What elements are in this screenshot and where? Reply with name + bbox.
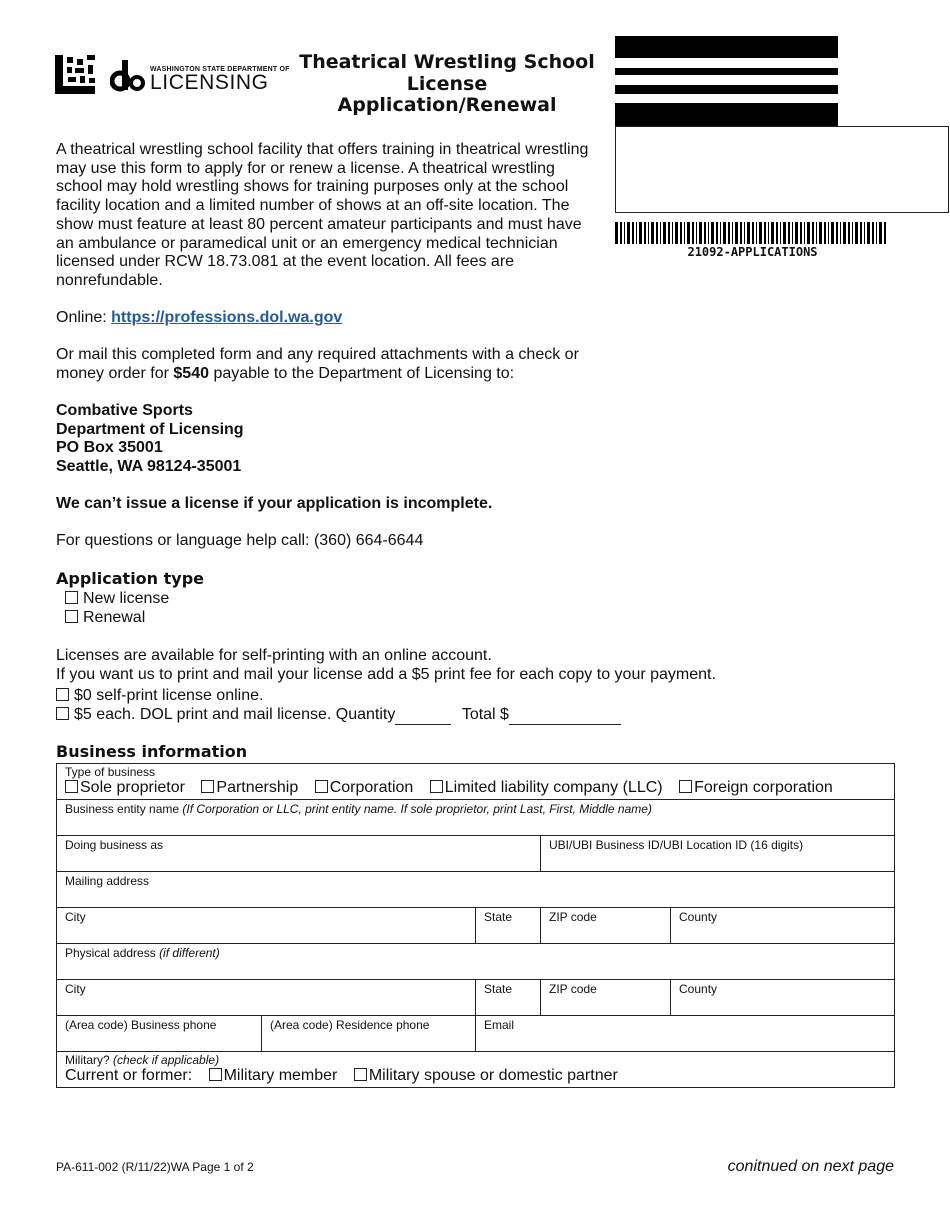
dba-label: Doing business as <box>65 838 164 852</box>
agency-small-text: WASHINGTON STATE DEPARTMENT OF <box>150 66 290 73</box>
mailing-state-field[interactable] <box>476 908 541 944</box>
barcode-bar <box>771 222 774 244</box>
title-line-1: Theatrical Wrestling School <box>299 51 595 73</box>
military-member-checkbox[interactable] <box>209 1068 222 1081</box>
ubi-field[interactable] <box>541 836 895 872</box>
dol-logo-icon <box>110 60 146 92</box>
type-llc[interactable] <box>430 779 663 796</box>
military-label: Military? <box>65 1053 110 1067</box>
barcode-bar <box>728 222 730 244</box>
business-info-heading: Business information <box>56 742 248 761</box>
zip-label: ZIP code <box>549 910 597 924</box>
military-spouse-option[interactable] <box>354 1067 618 1084</box>
military-note: (check if applicable) <box>113 1053 220 1067</box>
option-renewal[interactable] <box>65 609 145 628</box>
business-phone-label: (Area code) Business phone <box>65 1018 217 1032</box>
barcode-bar <box>680 222 682 244</box>
barcode-bar <box>660 222 661 244</box>
office-use-bar <box>615 36 838 58</box>
office-use-bar <box>615 68 838 75</box>
physical-address-note: (if different) <box>159 946 220 960</box>
barcode-bar <box>656 222 658 244</box>
business-info-table <box>56 763 895 1088</box>
barcode-bar <box>627 222 630 244</box>
state-label: State <box>484 982 513 996</box>
foreign-corporation-checkbox[interactable] <box>679 780 692 793</box>
business-entity-name-field[interactable] <box>57 800 895 836</box>
barcode-bar <box>624 222 625 244</box>
renewal-checkbox[interactable] <box>65 610 78 623</box>
entity-name-note: (If Corporation or LLC, print entity name. If sole proprietor, print Last, First, Middle name) <box>182 802 652 816</box>
barcode-bar <box>692 222 694 244</box>
help-text: For questions or language help call: (360) 664-6644 <box>56 532 424 549</box>
address-line: PO Box 35001 <box>56 439 163 457</box>
barcode-bar <box>819 222 822 244</box>
qr-code-icon <box>55 55 95 94</box>
sole-proprietor-label: Sole proprietor <box>80 779 185 796</box>
online-link[interactable]: https://professions.dol.wa.gov <box>111 309 343 326</box>
county-label: County <box>679 910 718 924</box>
barcode-bar <box>687 222 690 244</box>
mail-text-2: payable to the Department of Licensing to: <box>213 364 515 382</box>
partnership-label: Partnership <box>216 779 299 796</box>
barcode-bar <box>768 222 769 244</box>
self-print-label: $0 self-print license online. <box>74 687 264 704</box>
barcode-bar <box>879 222 882 244</box>
email-label: Email <box>484 1018 515 1032</box>
barcode-bar <box>699 222 702 244</box>
barcode-bar <box>672 222 673 244</box>
barcode-bar <box>860 222 862 244</box>
county-label: County <box>679 982 718 996</box>
mailing-county-field[interactable] <box>671 908 895 944</box>
state-label: State <box>484 910 513 924</box>
incomplete-notice: We can’t issue a license if your application is incomplete. <box>56 495 493 512</box>
barcode-bar <box>639 222 642 244</box>
type-corporation[interactable] <box>315 779 414 796</box>
barcode-bar <box>675 222 678 244</box>
mailing-address-label: Mailing address <box>65 874 150 888</box>
barcode-bar <box>620 222 622 244</box>
type-foreign-corporation[interactable] <box>679 779 833 796</box>
military-prefix: Current or former: <box>65 1067 193 1084</box>
barcode-bar <box>800 222 802 244</box>
form-title <box>292 52 602 117</box>
renewal-label: Renewal <box>83 609 146 626</box>
barcode-bar <box>720 222 721 244</box>
barcode-bar <box>828 222 829 244</box>
mailing-city-field[interactable] <box>57 908 476 944</box>
barcode-bar <box>651 222 654 244</box>
address-line: Combative Sports <box>56 402 193 419</box>
dol-print-checkbox[interactable] <box>56 707 69 720</box>
ubi-label: UBI/UBI Business ID/UBI Location ID (16 digits) <box>549 838 804 852</box>
total-field[interactable] <box>509 709 621 725</box>
barcode-text: 21092-APPLICATIONS <box>687 245 818 259</box>
foreign-corporation-label: Foreign corporation <box>694 779 833 796</box>
print-info-line-2: If you want us to print and mail your license add a $5 print fee for each copy to your payment. <box>56 666 716 683</box>
barcode-bar <box>852 222 853 244</box>
new-license-label: New license <box>83 590 170 607</box>
title-line-3: Application/Renewal <box>337 94 557 116</box>
physical-address-label: Physical address <box>65 946 156 960</box>
barcode-bar <box>632 222 634 244</box>
mailing-zip-field[interactable] <box>541 908 671 944</box>
barcode-bar <box>696 222 697 244</box>
military-options <box>65 1067 886 1085</box>
continued-note: conitnued on next page <box>727 1158 894 1175</box>
barcode-bar <box>723 222 726 244</box>
physical-county-field[interactable] <box>671 980 895 1016</box>
corporation-label: Corporation <box>329 779 414 796</box>
military-spouse-checkbox[interactable] <box>354 1068 367 1081</box>
barcode-bar <box>648 222 649 244</box>
barcode-bar <box>783 222 786 244</box>
military-spouse-label: Military spouse or domestic partner <box>368 1067 618 1084</box>
barcode-bar <box>804 222 805 244</box>
residence-phone-field[interactable] <box>262 1016 476 1052</box>
barcode-bar <box>816 222 817 244</box>
mailing-address-field[interactable] <box>57 872 895 908</box>
option-dol-print[interactable] <box>56 706 621 725</box>
business-phone-field[interactable] <box>57 1016 262 1052</box>
fee-amount: $540 <box>173 364 209 382</box>
barcode-bar <box>867 222 870 244</box>
total-label: Total $ <box>461 706 509 723</box>
barcode-bar <box>812 222 814 244</box>
barcode-bar <box>747 222 750 244</box>
type-of-business-cell <box>57 764 895 800</box>
residence-phone-label: (Area code) Residence phone <box>270 1018 430 1032</box>
barcode-bar <box>744 222 745 244</box>
barcode-bar <box>732 222 733 244</box>
city-label: City <box>65 910 86 924</box>
mailing-address-block <box>56 402 244 477</box>
barcode-bar <box>876 222 877 244</box>
mail-text-1: Or mail this completed form and any required attachments with a check or money order for <box>56 346 579 382</box>
barcode-bar <box>711 222 714 244</box>
dol-print-label: $5 each. DOL print and mail license. Quantity <box>74 706 396 723</box>
physical-address-field[interactable] <box>57 944 895 980</box>
barcode-bar <box>780 222 781 244</box>
llc-checkbox[interactable] <box>430 780 443 793</box>
option-self-print[interactable] <box>56 687 263 706</box>
barcode-bar <box>759 222 762 244</box>
application-type-heading: Application type <box>56 569 205 588</box>
barcode-bar <box>872 222 874 244</box>
barcode-bar <box>740 222 742 244</box>
title-line-2: License <box>406 72 488 95</box>
mail-instructions <box>56 346 601 383</box>
zip-label: ZIP code <box>549 982 597 996</box>
self-print-checkbox[interactable] <box>56 688 69 701</box>
physical-zip-field[interactable] <box>541 980 671 1016</box>
physical-city-field[interactable] <box>57 980 476 1016</box>
new-license-checkbox[interactable] <box>65 591 78 604</box>
barcode-bar <box>864 222 865 244</box>
barcode-bar <box>824 222 826 244</box>
option-new-license[interactable] <box>65 590 169 609</box>
address-line: Seattle, WA 98124-35001 <box>56 458 242 476</box>
barcode-bar <box>708 222 709 244</box>
barcode-bar <box>764 222 766 244</box>
online-line <box>56 309 342 328</box>
print-info-line-1: Licenses are available for self-printing with an online account. <box>56 647 492 664</box>
corporation-checkbox[interactable] <box>315 780 328 793</box>
barcode-bar <box>668 222 670 244</box>
physical-state-field[interactable] <box>476 980 541 1016</box>
business-type-options <box>65 779 886 797</box>
barcode-bar <box>792 222 793 244</box>
barcode-bar <box>840 222 841 244</box>
online-label: Online: <box>56 309 107 326</box>
doing-business-as-field[interactable] <box>57 836 541 872</box>
type-of-business-label: Type of business <box>65 765 156 779</box>
barcode-bar <box>855 222 858 244</box>
email-field[interactable] <box>476 1016 895 1052</box>
barcode-bar <box>848 222 850 244</box>
entity-name-label: Business entity name <box>65 802 180 816</box>
barcode-bar <box>795 222 798 244</box>
office-use-bar <box>615 85 838 94</box>
partnership-checkbox[interactable] <box>201 780 214 793</box>
barcode <box>615 222 890 244</box>
barcode-bar <box>615 222 618 244</box>
barcode-bar <box>704 222 706 244</box>
quantity-field[interactable] <box>395 709 451 725</box>
type-partnership[interactable] <box>201 779 298 796</box>
barcode-bar <box>735 222 738 244</box>
barcode-bar <box>831 222 834 244</box>
office-use-box <box>615 126 949 213</box>
type-sole-proprietor[interactable] <box>65 779 185 796</box>
intro-paragraph: A theatrical wrestling school facility that offers training in theatrical wrestling may use this form to apply for or renew a license. A theatrical wrestling school may hold wrestling shows for training purposes only at the school facility location and a limited number of shows at an off-site location. The show must feature at least 80 percent amateur participants and must have an ambulance or paramedical unit or an emergency medical technician licensed under RCW 18.73.081 at the event location. All fees are nonrefundable. <box>56 141 589 289</box>
barcode-bar <box>684 222 685 244</box>
barcode-bar <box>716 222 718 244</box>
barcode-bar <box>884 222 886 244</box>
barcode-bar <box>836 222 838 244</box>
barcode-bar <box>788 222 790 244</box>
barcode-bar <box>843 222 846 244</box>
barcode-bar <box>644 222 646 244</box>
barcode-bar <box>663 222 666 244</box>
military-cell <box>57 1052 895 1088</box>
barcode-bar <box>752 222 754 244</box>
agency-name: LICENSING <box>150 71 269 94</box>
barcode-bar <box>776 222 778 244</box>
city-label: City <box>65 982 86 996</box>
office-use-bar <box>615 103 838 126</box>
barcode-bar <box>756 222 757 244</box>
sole-proprietor-checkbox[interactable] <box>65 780 78 793</box>
military-member-option[interactable] <box>209 1067 338 1084</box>
llc-label: Limited liability company (LLC) <box>444 779 663 796</box>
barcode-bar <box>636 222 637 244</box>
address-line: Department of Licensing <box>56 420 244 438</box>
barcode-bar <box>807 222 810 244</box>
military-member-label: Military member <box>223 1067 338 1084</box>
form-id: PA-611-002 (R/11/22)WA Page 1 of 2 <box>56 1160 254 1174</box>
